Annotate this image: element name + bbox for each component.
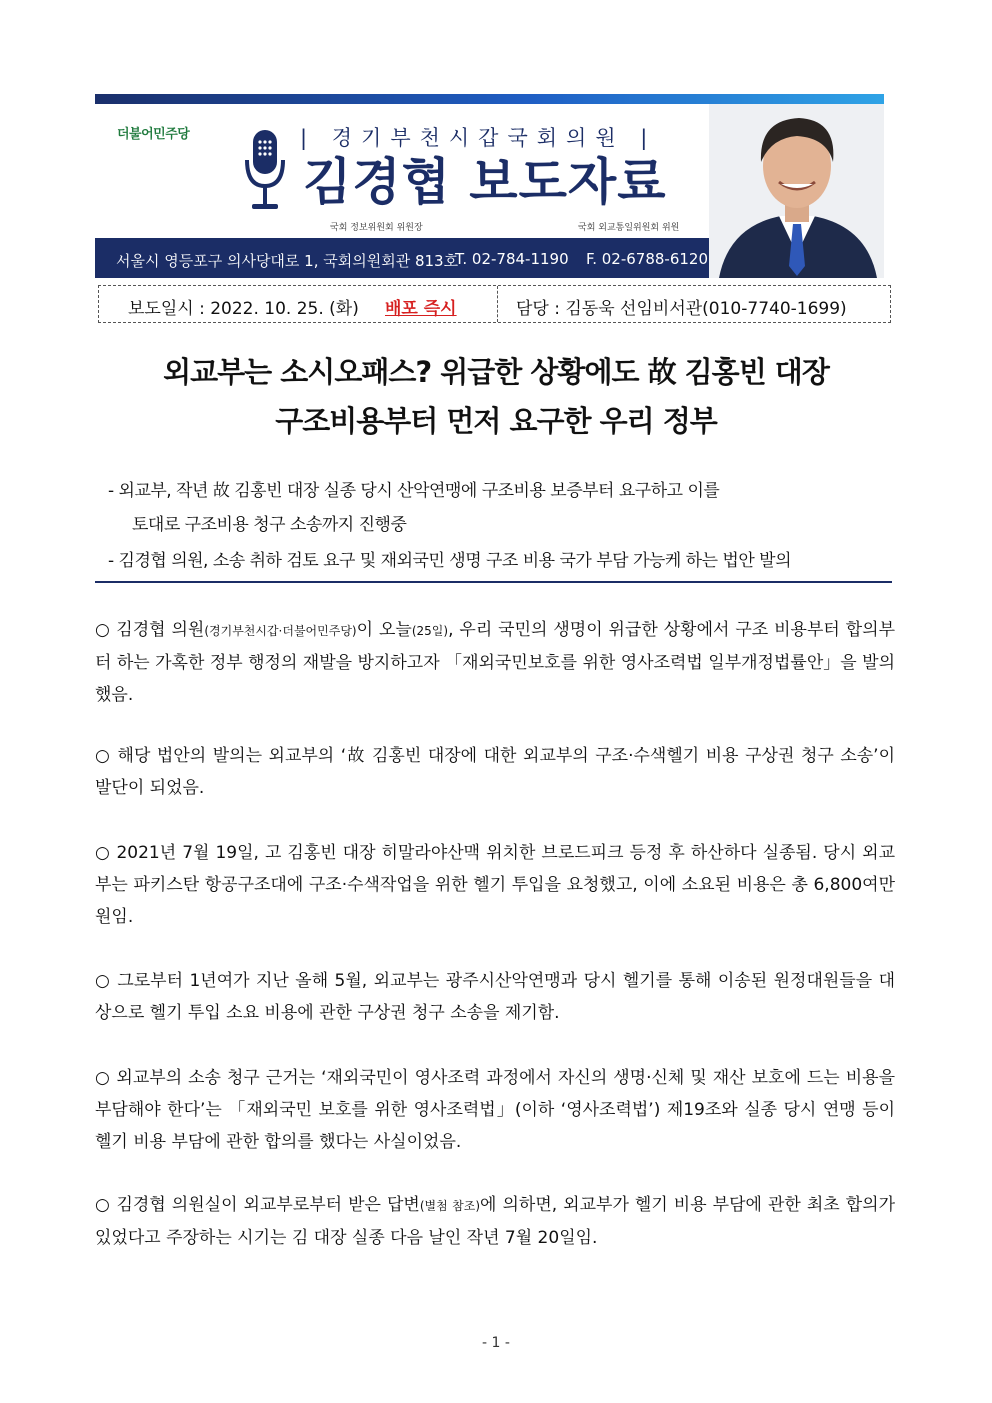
office-phone: T. 02-784-1190 (455, 250, 569, 268)
office-fax: F. 02-6788-6120 (586, 250, 709, 268)
body-paragraph-6: ○ 김경협 의원실이 외교부로부터 받은 답변(별첨 참조)에 의하면, 외교부가 헬기 비용 부담에 관한 최초 합의가 있었다고 주장하는 시기는 김 대장 실종 다음 날인 작년 7월 20일임. (95, 1195, 895, 1248)
body-paragraph-1: ○ 김경협 의원(경기부천시갑·더불어민주당)이 오늘(25일), 우리 국민의 생명이 위급한 상황에서 구조 비용부터 합의부터 하는 가혹한 정부 행정의 재발을 방지하고자 「재외국민보호를 위한 영사조력법 일부개정법률안」을 발의했음. (95, 620, 896, 705)
lawmaker-portrait (709, 104, 884, 278)
press-contact: 담당 : 김동욱 선임비서관(010-7740-1699) (516, 299, 847, 319)
body-paragraph-3: ○ 2021년 7월 19일, 고 김홍빈 대장 히말라야산맥 위치한 브로드피크 등정 후 하산하다 실종됨. 당시 외교부는 파키스탄 항공구조대에 구조·수색작업을 위한 헬기 투입을 요청했고, 이에 소요된 비용은 총 6,800여만원임. (95, 843, 895, 927)
header-title: 김경협 보도자료 (303, 153, 667, 211)
release-date: 보도일시 : 2022. 10. 25. (화) (128, 299, 359, 319)
page-number: - 1 - (482, 1335, 510, 1351)
role-right: 국회 외교통일위원회 위원 (578, 223, 680, 233)
section-divider (95, 581, 892, 583)
body-paragraph-5: ○ 외교부의 소송 청구 근거는 ‘재외국민이 영사조력 과정에서 자신의 생명·신체 및 재산 보호에 드는 비용을 부담해야 한다’는 「재외국민 보호를 위한 영사조력법」(이하 ‘영사조력법’) 제19조와 실종 당시 연맹 등이 헬기 비용 부담에 관한 합의를 했다는 사실이었음. (95, 1068, 895, 1152)
release-timing: 배포 즉시 (385, 299, 457, 319)
release-info-divider (497, 286, 498, 322)
body-paragraph-4: ○ 그로부터 1년여가 지난 올해 5월, 외교부는 광주시산악연맹과 당시 헬기를 통해 이송된 원정대원들을 대상으로 헬기 투입 소요 비용에 관한 구상권 청구 소송을 제기함. (95, 971, 895, 1023)
subpoint-2: - 김경협 의원, 소송 취하 검토 요구 및 재외국민 생명 구조 비용 국가 부담 가능케 하는 법안 발의 (108, 551, 792, 571)
party-logo: 더불어민주당 (117, 127, 190, 142)
header-top-bar (95, 94, 884, 104)
body-paragraph-2: ○ 해당 법안의 발의는 외교부의 ‘故 김홍빈 대장에 대한 외교부의 구조·수색헬기 비용 구상권 청구 소송’이 발단이 되었음. (95, 746, 895, 798)
subpoint-1: - 외교부, 작년 故 김홍빈 대장 실종 당시 산악연맹에 구조비용 보증부터 요구하고 이를 (108, 481, 720, 501)
role-left: 국회 정보위원회 위원장 (330, 223, 423, 233)
subpoint-1-continued: 토대로 구조비용 청구 소송까지 진행중 (132, 515, 407, 535)
header-subtitle: | 경기부천시갑국회의원 | (300, 126, 657, 150)
headline-line-1: 외교부는 소시오패스? 위급한 상황에도 故 김홍빈 대장 (163, 355, 829, 389)
office-address: 서울시 영등포구 의사당대로 1, 국회의원회관 813호 (116, 252, 459, 270)
microphone-icon (244, 128, 286, 212)
headline-line-2: 구조비용부터 먼저 요구한 우리 정부 (275, 404, 717, 438)
